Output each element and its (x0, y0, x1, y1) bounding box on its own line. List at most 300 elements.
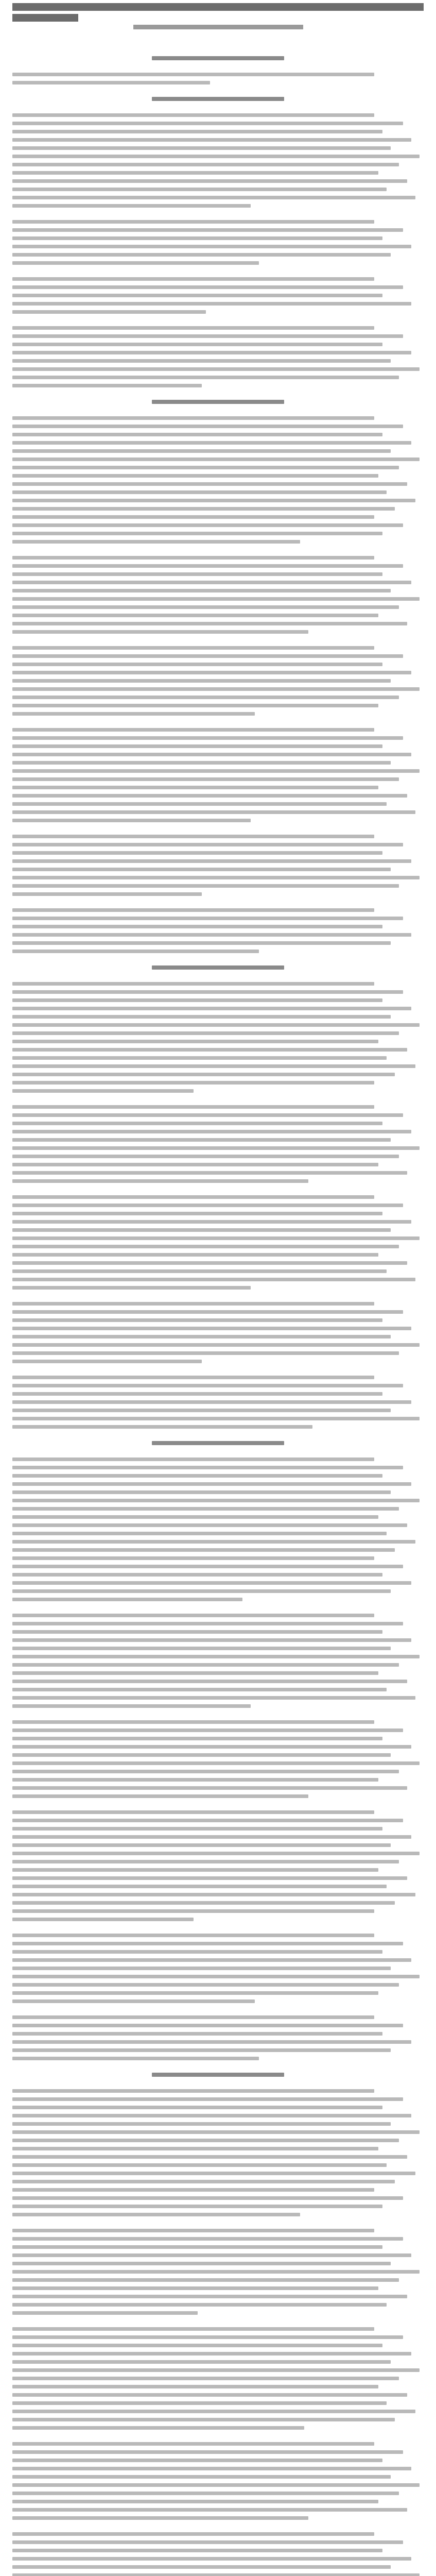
text-line (152, 56, 284, 60)
text-line (12, 1007, 411, 1010)
text-line (12, 851, 382, 855)
text-line (12, 2122, 391, 2126)
text-line (12, 163, 399, 166)
text-line (12, 2130, 420, 2134)
text-line (12, 2089, 374, 2093)
text-line (12, 859, 411, 863)
section-heading (12, 1441, 424, 1445)
text-line (12, 351, 411, 354)
text-line (12, 1975, 420, 1978)
text-line (12, 1819, 403, 1822)
paragraph (12, 113, 424, 208)
text-line (12, 2172, 415, 2175)
text-line (12, 1942, 403, 1945)
text-line (12, 466, 399, 469)
text-line (12, 2385, 378, 2388)
paragraph (12, 1376, 424, 1429)
text-line (12, 1532, 387, 1535)
text-line (12, 1392, 382, 1396)
text-line (12, 1835, 411, 1839)
section-heading (12, 97, 424, 101)
text-line (12, 1598, 242, 1601)
text-line (152, 1441, 284, 1445)
text-line (12, 1113, 403, 1117)
text-line (12, 1318, 382, 1322)
text-line (12, 228, 403, 232)
text-line (12, 220, 374, 224)
text-line (12, 1122, 382, 1125)
text-line (12, 425, 403, 428)
text-line (12, 1343, 420, 1347)
text-line (12, 654, 403, 658)
text-line (12, 982, 374, 986)
text-line (12, 2467, 411, 2470)
text-line (12, 326, 374, 330)
text-line (12, 277, 374, 281)
text-line (12, 2024, 403, 2027)
text-line (12, 581, 411, 584)
text-line (12, 597, 420, 601)
text-line (12, 1901, 395, 1905)
text-line (12, 2163, 387, 2167)
section-heading (12, 400, 424, 404)
paragraph (12, 220, 424, 265)
text-line (12, 1983, 399, 1987)
text-line (12, 671, 411, 674)
text-line (12, 285, 403, 289)
text-line (152, 400, 284, 404)
text-line (12, 540, 300, 544)
text-line (12, 2426, 304, 2430)
text-line (12, 1417, 420, 1420)
text-line (12, 1384, 403, 1387)
text-line (12, 819, 251, 822)
text-line (12, 1778, 378, 1782)
text-line (12, 1310, 403, 1314)
paragraph (12, 982, 424, 1093)
text-line (12, 687, 420, 691)
title-line (12, 3, 424, 11)
text-line (12, 744, 382, 748)
text-line (12, 2475, 391, 2479)
text-line (12, 2335, 403, 2339)
text-line (12, 1999, 255, 2003)
text-line (12, 622, 407, 625)
paragraph (12, 1105, 424, 1183)
text-line (12, 507, 395, 511)
text-line (12, 1753, 391, 1757)
text-line (12, 1507, 399, 1511)
text-line (12, 81, 210, 84)
text-line (12, 138, 411, 142)
text-line (12, 179, 407, 183)
text-line (12, 1843, 391, 1847)
text-line (12, 2188, 374, 2192)
text-line (12, 794, 407, 798)
text-line (12, 2253, 411, 2257)
text-line (12, 1638, 411, 1642)
text-line (12, 2311, 198, 2315)
text-line (12, 2565, 391, 2569)
text-line (12, 1852, 420, 1855)
text-line (12, 1696, 415, 1700)
paragraph (12, 1934, 424, 2003)
text-line (12, 810, 415, 814)
title-line (12, 14, 78, 22)
text-line (12, 1204, 403, 1207)
text-line (12, 1212, 382, 1215)
text-line (12, 1327, 411, 1330)
text-line (12, 188, 387, 191)
text-line (12, 2139, 399, 2142)
paragraph (12, 1195, 424, 1290)
text-line (12, 2278, 399, 2282)
paragraph (12, 1458, 424, 1601)
text-line (12, 990, 403, 994)
text-line (12, 130, 382, 133)
text-line (12, 1573, 382, 1577)
text-line (12, 1614, 374, 1617)
paragraph (12, 2327, 424, 2430)
text-line (12, 892, 202, 896)
text-line (12, 2245, 382, 2249)
paragraph (12, 2015, 424, 2060)
text-line (12, 482, 407, 486)
text-line (12, 2114, 411, 2117)
text-line (12, 1688, 387, 1691)
text-line (12, 1228, 391, 1232)
text-line (12, 786, 378, 789)
text-line (12, 1261, 407, 1265)
text-line (12, 113, 374, 117)
paragraph (12, 728, 424, 822)
text-line (12, 769, 420, 773)
text-line (12, 1015, 391, 1019)
paragraph (12, 416, 424, 544)
text-line (12, 2410, 415, 2413)
text-line (12, 1409, 391, 1412)
text-line (12, 2327, 374, 2331)
text-line (12, 1589, 391, 1593)
text-line (12, 2450, 403, 2454)
text-line (12, 171, 378, 175)
text-line (12, 696, 399, 699)
paragraph (12, 2229, 424, 2315)
paragraph (12, 277, 424, 314)
text-line (12, 2557, 411, 2561)
text-line (12, 2459, 382, 2462)
text-line (12, 679, 391, 683)
subtitle-line (133, 25, 303, 29)
text-line (12, 1425, 312, 1429)
text-line (12, 1737, 382, 1740)
text-line (12, 1745, 411, 1749)
text-line (12, 1893, 415, 1896)
text-line (12, 1909, 374, 1913)
text-line (12, 564, 403, 568)
document-body (12, 56, 424, 2576)
text-line (12, 359, 391, 363)
paragraph (12, 2532, 424, 2576)
text-line (12, 1482, 411, 1486)
section-heading (12, 965, 424, 970)
text-line (12, 998, 382, 1002)
text-line (12, 1351, 399, 1355)
text-line (12, 630, 308, 634)
text-line (12, 441, 411, 445)
paragraph (12, 646, 424, 716)
text-line (12, 1146, 420, 1150)
text-line (12, 1770, 399, 1773)
text-line (12, 2418, 395, 2421)
text-line (12, 1728, 403, 1732)
text-line (12, 2155, 407, 2159)
text-line (12, 1195, 374, 1199)
paragraph (12, 326, 424, 387)
text-line (12, 1556, 374, 1560)
text-line (12, 2205, 382, 2208)
paragraph (12, 1614, 424, 1708)
paragraph (12, 1302, 424, 1363)
text-line (12, 416, 374, 420)
text-line (12, 376, 399, 379)
text-line (12, 1089, 194, 1093)
text-line (12, 2229, 374, 2232)
text-line (12, 433, 382, 436)
text-line (12, 2442, 374, 2446)
text-line (12, 515, 374, 519)
text-line (12, 2492, 399, 2495)
text-line (12, 2303, 387, 2307)
text-line (12, 663, 382, 666)
text-line (12, 2262, 391, 2265)
text-line (12, 449, 391, 453)
text-line (12, 499, 415, 502)
text-line (12, 2106, 382, 2109)
text-line (12, 1031, 399, 1035)
text-line (12, 2352, 411, 2355)
text-line (12, 2483, 420, 2487)
text-line (12, 457, 420, 461)
text-line (12, 1548, 395, 1552)
paragraph (12, 556, 424, 634)
text-line (12, 523, 403, 527)
text-line (12, 2540, 403, 2544)
text-line (12, 1918, 194, 1921)
text-line (12, 2549, 382, 2552)
text-line (12, 1680, 407, 1683)
text-line (12, 1885, 387, 1888)
section-heading (12, 56, 424, 60)
paragraph (12, 2442, 424, 2520)
text-line (12, 1827, 382, 1831)
text-line (12, 1064, 415, 1068)
text-line (12, 1958, 411, 1962)
text-line (12, 532, 382, 535)
text-line (12, 1056, 387, 1060)
text-line (12, 1163, 378, 1166)
text-line (12, 1934, 374, 1937)
text-line (12, 236, 382, 240)
paragraph (12, 908, 424, 953)
text-line (12, 646, 374, 650)
text-line (12, 384, 202, 387)
text-line (152, 97, 284, 101)
text-line (12, 490, 387, 494)
text-line (12, 1400, 411, 1404)
text-line (12, 2147, 378, 2150)
text-line (12, 941, 391, 945)
text-line (12, 474, 378, 478)
text-line (12, 2532, 374, 2536)
text-line (12, 2196, 403, 2200)
text-line (12, 253, 391, 257)
text-line (12, 1286, 251, 1290)
text-line (12, 1130, 411, 1133)
text-line (12, 1671, 378, 1675)
text-line (12, 1302, 374, 1306)
text-line (12, 2180, 395, 2183)
text-line (12, 736, 403, 740)
text-line (12, 1991, 378, 1995)
text-line (12, 1540, 415, 1544)
text-line (12, 196, 415, 199)
text-line (12, 1720, 374, 1724)
text-line (12, 1523, 407, 1527)
text-line (12, 884, 399, 888)
document-title (12, 3, 424, 29)
text-line (12, 1868, 378, 1872)
text-line (12, 2573, 420, 2576)
text-line (12, 73, 374, 76)
paragraph (12, 1810, 424, 1921)
section-heading (12, 2073, 424, 2077)
text-line (12, 1376, 374, 1379)
text-line (12, 1860, 399, 1863)
text-line (12, 704, 378, 707)
text-line (12, 777, 399, 781)
text-line (12, 1335, 391, 1338)
text-line (12, 2393, 407, 2397)
text-line (12, 1786, 407, 1790)
text-line (12, 1655, 420, 1658)
text-line (12, 1220, 411, 1224)
text-line (12, 2401, 387, 2405)
text-line (12, 2286, 378, 2290)
text-line (12, 589, 391, 592)
text-line (12, 1171, 407, 1175)
text-line (12, 261, 259, 265)
text-line (12, 908, 374, 912)
text-line (12, 1179, 308, 1183)
text-line (12, 1622, 403, 1625)
text-line (12, 917, 403, 920)
text-line (12, 843, 403, 846)
text-line (12, 2097, 403, 2101)
text-line (12, 1565, 403, 1568)
paragraph (12, 835, 424, 896)
text-line (12, 245, 411, 248)
text-line (12, 2508, 407, 2512)
text-line (12, 1950, 382, 1954)
text-line (12, 1581, 411, 1585)
text-line (12, 2516, 308, 2520)
text-line (12, 2500, 378, 2503)
text-line (12, 728, 374, 732)
text-line (12, 1466, 403, 1469)
text-line (12, 310, 206, 314)
text-line (12, 2368, 420, 2372)
text-line (12, 1761, 420, 1765)
text-line (12, 155, 420, 158)
text-line (12, 2377, 399, 2380)
text-line (152, 2073, 284, 2077)
text-line (12, 2032, 382, 2036)
text-line (12, 2237, 403, 2241)
text-line (12, 204, 251, 208)
text-line (12, 302, 411, 306)
text-line (12, 1515, 378, 1519)
text-line (12, 1458, 374, 1461)
text-line (12, 2057, 259, 2060)
text-line (12, 1245, 399, 1248)
text-line (12, 1490, 391, 1494)
text-line (12, 1073, 395, 1076)
text-line (12, 572, 382, 576)
text-line (12, 1269, 387, 1273)
text-line (12, 1630, 382, 1634)
text-line (12, 2295, 407, 2298)
text-line (12, 950, 259, 953)
text-line (12, 367, 420, 371)
text-line (12, 1704, 251, 1708)
text-line (12, 761, 391, 765)
text-line (12, 1876, 407, 1880)
text-line (12, 1023, 420, 1027)
paragraph (12, 1720, 424, 1798)
text-line (12, 122, 403, 125)
paragraph (12, 2089, 424, 2216)
text-line (12, 1810, 374, 1814)
text-line (12, 1155, 399, 1158)
text-line (12, 1040, 378, 1043)
text-line (152, 965, 284, 970)
text-line (12, 1278, 415, 1281)
text-line (12, 1048, 407, 1052)
text-line (12, 1253, 378, 1257)
text-line (12, 1236, 420, 1240)
text-line (12, 334, 403, 338)
text-line (12, 556, 374, 560)
text-line (12, 146, 391, 150)
text-line (12, 1499, 420, 1502)
paragraph (12, 73, 424, 84)
text-line (12, 2344, 382, 2347)
text-line (12, 1105, 374, 1109)
text-line (12, 712, 255, 716)
text-line (12, 1967, 391, 1970)
text-line (12, 2040, 411, 2044)
text-line (12, 1138, 391, 1142)
text-line (12, 1081, 374, 1084)
text-line (12, 876, 420, 879)
text-line (12, 2270, 420, 2274)
text-line (12, 2048, 391, 2052)
text-line (12, 2360, 391, 2364)
text-line (12, 753, 411, 756)
text-line (12, 1647, 391, 1650)
text-line (12, 933, 411, 937)
